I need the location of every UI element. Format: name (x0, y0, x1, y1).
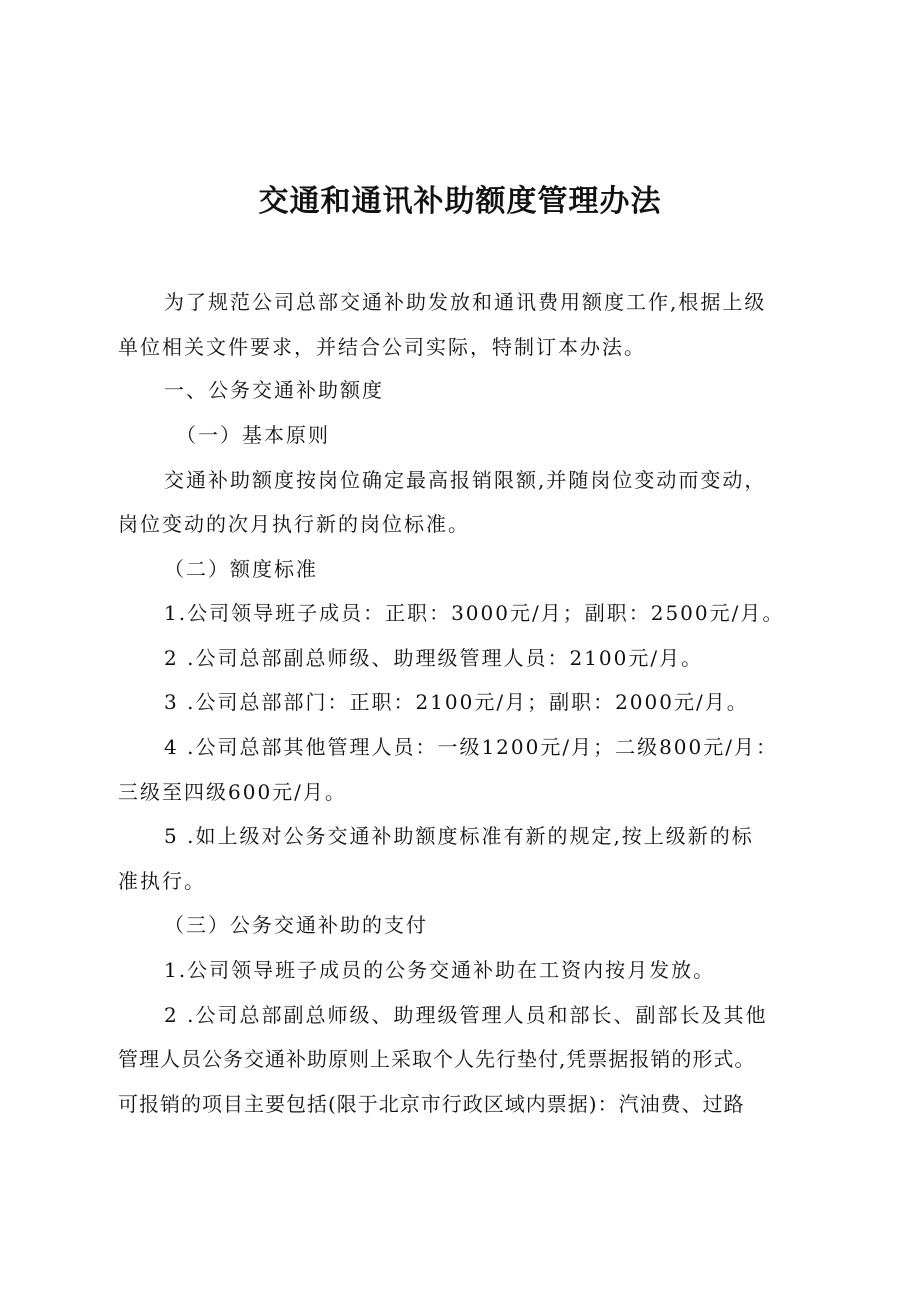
paragraph-line: 交通补助额度按岗位确定最高报销限额,并随岗位变动而变动， (164, 468, 767, 492)
paragraph-line: 单位相关文件要求，并结合公司实际，特制订本办法。 (118, 335, 646, 359)
section-heading: 一、公务交通补助额度 (164, 378, 384, 402)
subsection-heading: （二）额度标准 (164, 557, 318, 581)
subsection-heading: （一）基本原则 (176, 423, 330, 447)
list-item: 1.公司领导班子成员的公务交通补助在工资内按月发放。 (164, 958, 716, 982)
paragraph-line: 准执行。 (118, 869, 206, 893)
paragraph-line: 管理人员公务交通补助原则上采取个人先行垫付,凭票据报销的形式。 (118, 1047, 756, 1071)
paragraph-line: 岗位变动的次月执行新的岗位标准。 (118, 512, 470, 536)
list-item: 5 .如上级对公务交通补助额度标准有新的规定,按上级新的标 (164, 824, 754, 848)
list-item: 2 .公司总部副总师级、助理级管理人员和部长、副部长及其他 (164, 1003, 768, 1027)
paragraph-line: 三级至四级600元/月。 (118, 780, 347, 804)
paragraph-line: 为了规范公司总部交通补助发放和通讯费用额度工作,根据上级 (164, 290, 767, 314)
list-item: 1.公司领导班子成员：正职：3000元/月；副职：2500元/月。 (164, 601, 785, 625)
list-item: 3 .公司总部部门：正职：2100元/月；副职：2000元/月。 (164, 690, 749, 714)
list-item: 4 .公司总部其他管理人员：一级1200元/月；二级800元/月： (164, 735, 778, 759)
paragraph-line: 可报销的项目主要包括(限于北京市行政区域内票据)：汽油费、过路 (118, 1092, 745, 1116)
list-item: 2 .公司总部副总师级、助理级管理人员：2100元/月。 (164, 646, 704, 670)
subsection-heading: （三）公务交通补助的支付 (164, 913, 428, 937)
document-title: 交通和通讯补助额度管理办法 (258, 184, 662, 219)
